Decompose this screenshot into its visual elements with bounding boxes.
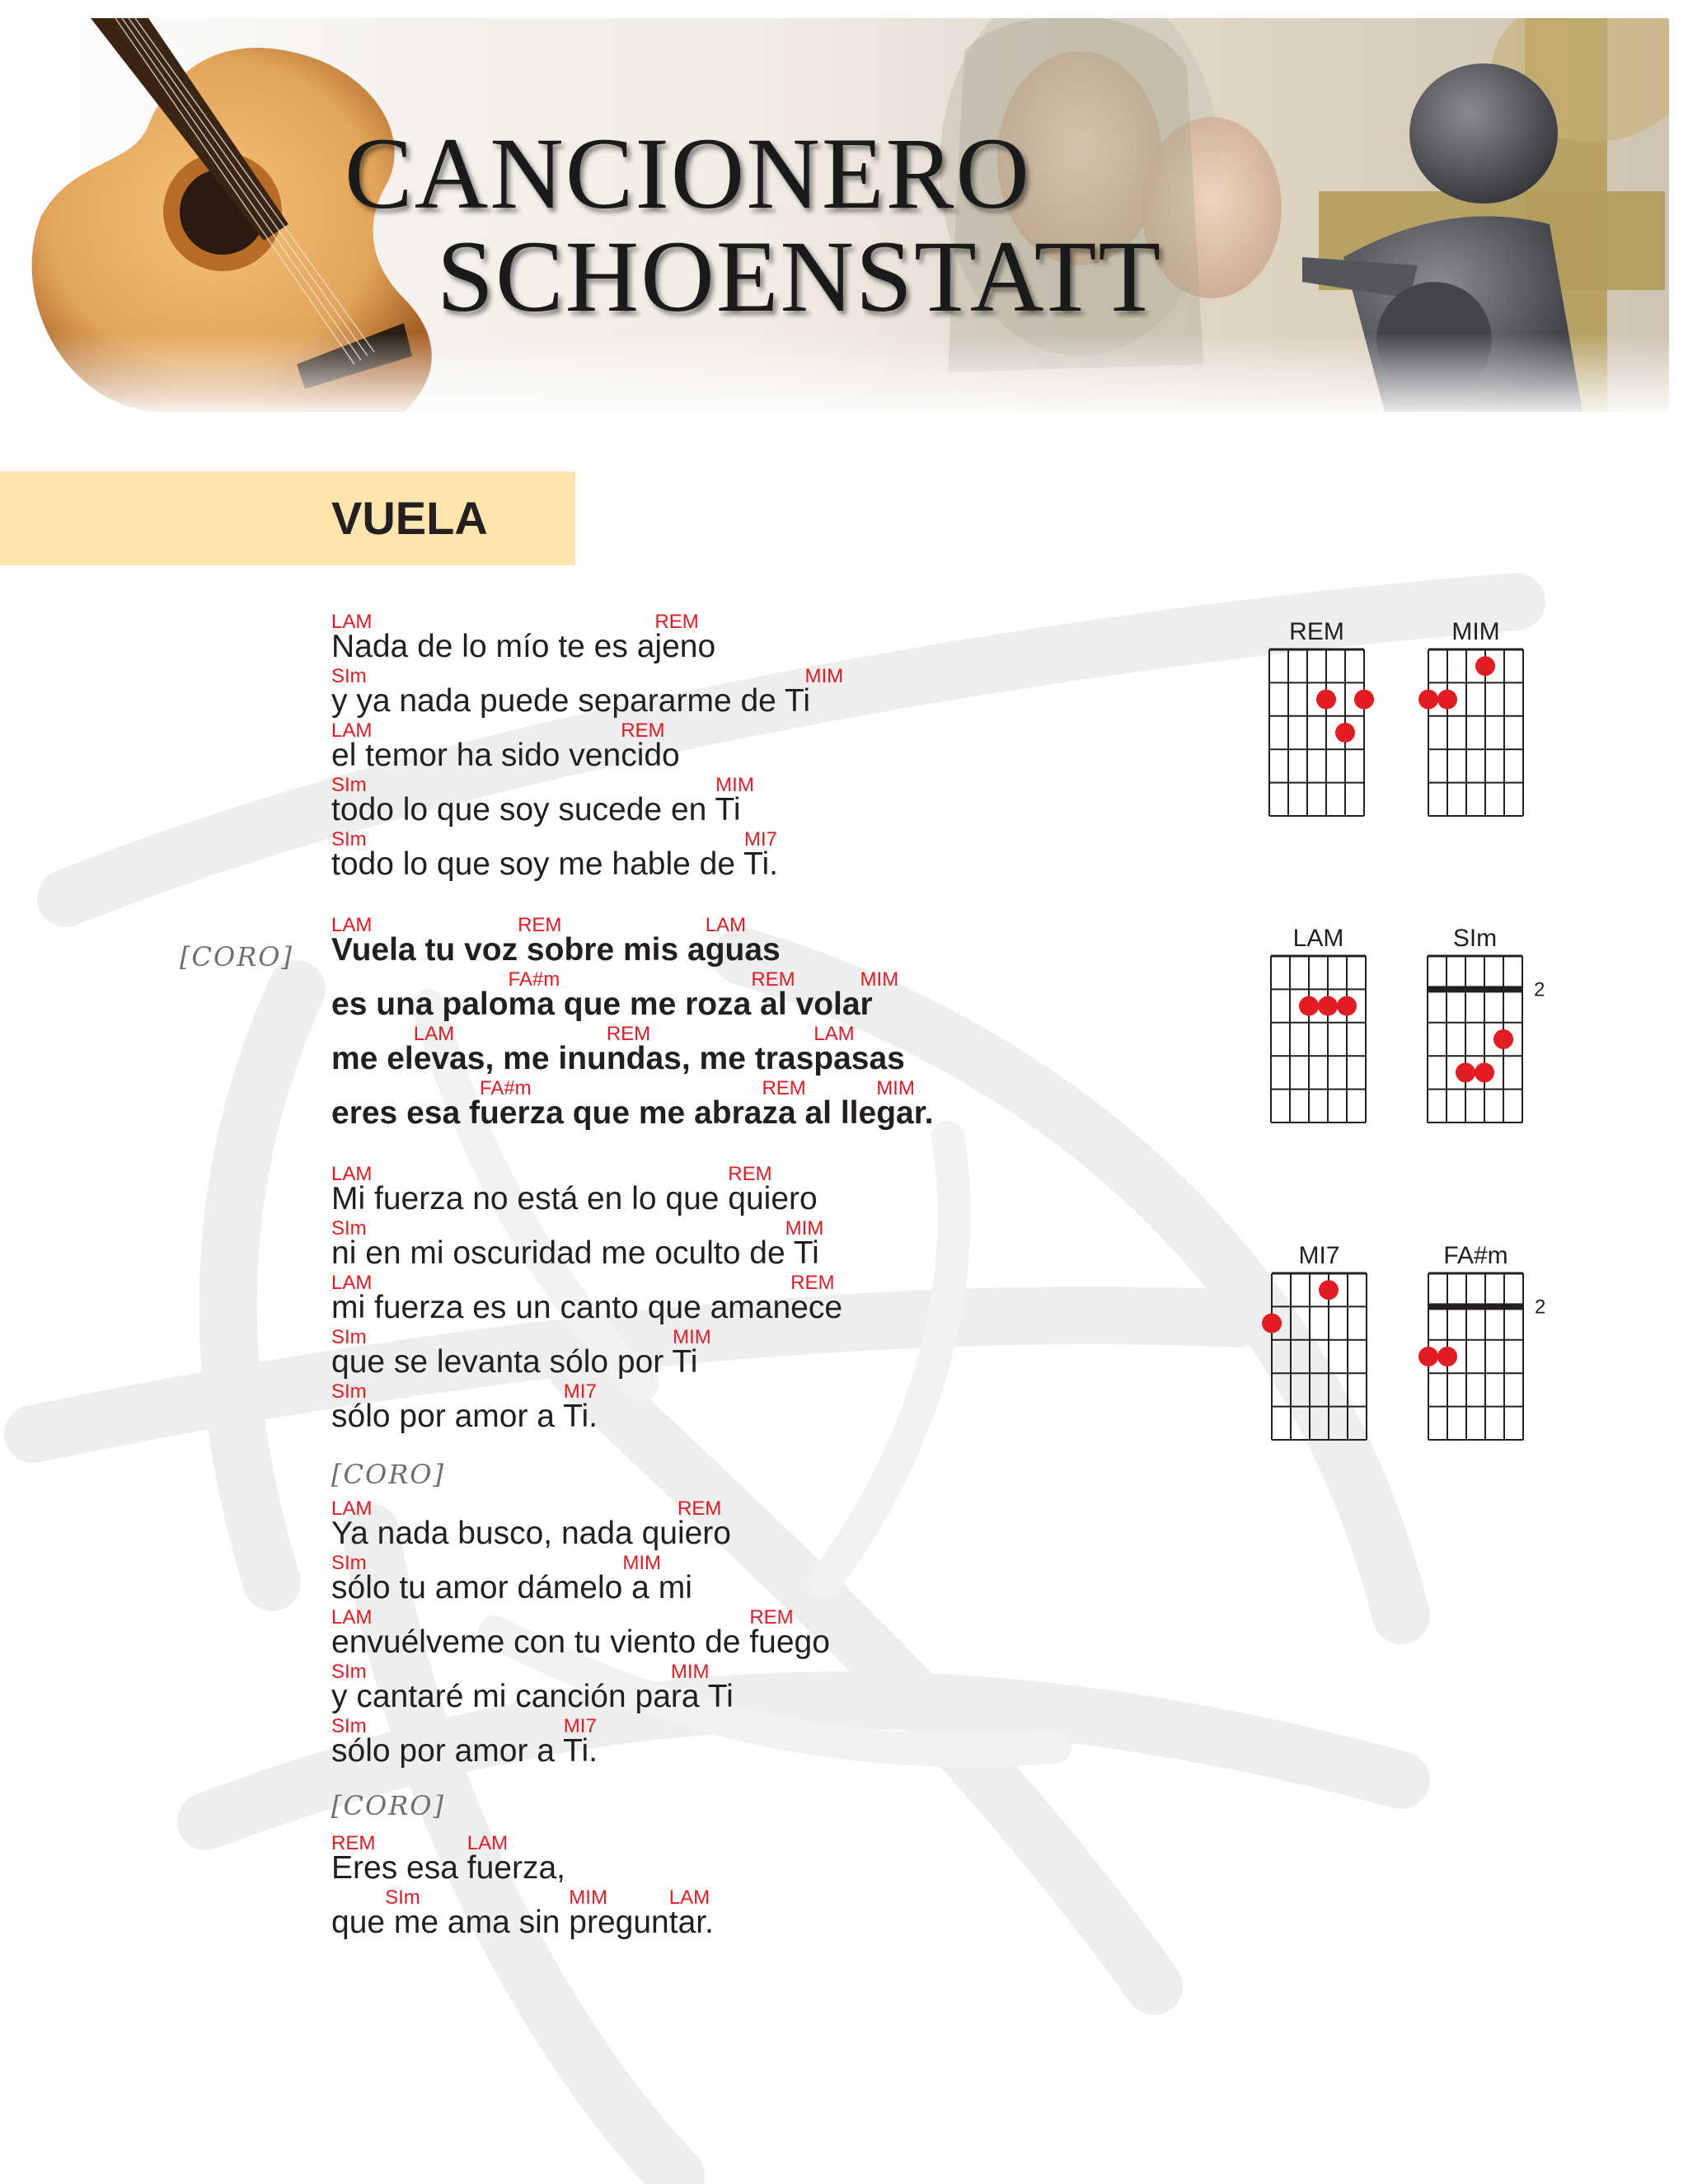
chord-label: SIm bbox=[331, 1552, 367, 1574]
chord-label: SIm bbox=[331, 828, 367, 851]
chord-label: LAM bbox=[814, 1023, 855, 1045]
chord-label: MIM bbox=[876, 1077, 915, 1099]
chord-label: MIM bbox=[670, 1661, 710, 1683]
lyric-text: me elevas, me inundas, me traspasas bbox=[331, 1041, 905, 1076]
chord-label: MIM bbox=[569, 1886, 607, 1909]
chord-label: SIm bbox=[385, 1886, 420, 1909]
chord-label: SIm bbox=[331, 1380, 367, 1403]
chord-label: MI7 bbox=[563, 1380, 597, 1403]
chord-label: REM bbox=[606, 1023, 651, 1045]
lyric-text: sólo por amor a Ti. bbox=[331, 1733, 598, 1769]
coro-repeat-label: [CORO] bbox=[331, 1790, 446, 1821]
chord-label: REM bbox=[621, 719, 665, 742]
chord-label: MIM bbox=[673, 1326, 711, 1348]
chord-label: MI7 bbox=[563, 1715, 597, 1737]
chord-label: LAM bbox=[331, 611, 373, 633]
lyric-text: ni en mi oscuridad me oculto de Ti bbox=[331, 1235, 819, 1271]
chord-label: FA#m bbox=[479, 1077, 532, 1099]
chord-label: SIm bbox=[331, 774, 367, 796]
lyric-text: es una paloma que me roza al volar bbox=[331, 987, 873, 1022]
chord-fret-number: 2 bbox=[1535, 1296, 1546, 1319]
song-title: VUELA bbox=[331, 492, 488, 544]
lyric-text: Nada de lo mío te es ajeno bbox=[331, 629, 716, 664]
lyric-text: el temor ha sido vencido bbox=[331, 738, 680, 773]
lyric-text: Ya nada busco, nada quiero bbox=[331, 1516, 731, 1551]
chord-label: MIM bbox=[804, 665, 844, 687]
chord-label: LAM bbox=[705, 914, 747, 936]
chord-label: LAM bbox=[331, 719, 373, 742]
chord-label: REM bbox=[518, 914, 562, 936]
lyric-text: y cantaré mi canción para Ti bbox=[331, 1679, 734, 1714]
lyric-text: sólo por amor a Ti. bbox=[331, 1399, 598, 1434]
lyric-text: envuélveme con tu viento de fuego bbox=[331, 1624, 830, 1660]
chord-label: LAM bbox=[331, 914, 373, 936]
lyric-text: todo lo que soy sucede en Ti bbox=[331, 792, 741, 827]
chord-fret-number: 2 bbox=[1534, 978, 1545, 1001]
lyric-text: todo lo que soy me hable de Ti. bbox=[331, 846, 779, 882]
chord-diagram-name: MI7 bbox=[1298, 1242, 1340, 1269]
chord-diagram-name: SIm bbox=[1452, 925, 1498, 952]
song-title-bar bbox=[0, 471, 575, 565]
chord-diagram-name: MIM bbox=[1451, 618, 1500, 645]
chord-label: REM bbox=[762, 1077, 806, 1099]
chord-label: LAM bbox=[331, 1163, 373, 1185]
lyric-text: mi fuerza es un canto que amanece bbox=[331, 1290, 843, 1325]
header-banner bbox=[16, 18, 1669, 412]
chord-label: REM bbox=[749, 1606, 794, 1629]
chord-diagram-name: REM bbox=[1289, 618, 1344, 645]
lyric-text: Mi fuerza no está en lo que quiero bbox=[331, 1181, 818, 1216]
lyric-text: que se levanta sólo por Ti bbox=[331, 1344, 698, 1380]
chord-label: REM bbox=[728, 1163, 772, 1185]
coro-section-label: [CORO] bbox=[180, 941, 294, 972]
chord-label: REM bbox=[677, 1497, 722, 1520]
chord-label: MIM bbox=[622, 1552, 661, 1574]
banner-title-cancionero: CANCIONERO bbox=[345, 117, 1031, 230]
chord-label: MIM bbox=[860, 968, 899, 991]
chord-label: REM bbox=[790, 1272, 835, 1294]
chord-label: REM bbox=[654, 611, 699, 633]
chord-label: LAM bbox=[331, 1606, 373, 1629]
chord-label: LAM bbox=[331, 1497, 373, 1520]
chord-diagram-name: FA#m bbox=[1443, 1242, 1508, 1269]
chord-label: MIM bbox=[785, 1217, 824, 1240]
lyric-text: Eres esa fuerza, bbox=[331, 1850, 565, 1886]
chord-label: LAM bbox=[467, 1832, 509, 1854]
chord-label: REM bbox=[751, 968, 795, 991]
chord-label: MIM bbox=[715, 774, 754, 796]
background-emblem-watermark bbox=[0, 544, 1688, 2184]
chord-label: REM bbox=[331, 1832, 376, 1854]
coro-repeat-label: [CORO] bbox=[331, 1459, 446, 1490]
lyric-text: que me ama sin preguntar. bbox=[331, 1905, 714, 1940]
chord-label: LAM bbox=[331, 1272, 373, 1294]
chord-label: FA#m bbox=[508, 968, 560, 991]
chord-label: LAM bbox=[413, 1023, 455, 1045]
banner-title-schoenstatt: SCHOENSTATT bbox=[437, 220, 1163, 333]
chord-label: LAM bbox=[668, 1886, 710, 1909]
lyric-text: Vuela tu voz sobre mis aguas bbox=[331, 932, 781, 968]
chord-label: MI7 bbox=[743, 828, 777, 851]
chord-label: SIm bbox=[331, 1326, 367, 1348]
chord-label: SIm bbox=[331, 1217, 367, 1240]
chord-label: SIm bbox=[331, 1661, 367, 1683]
chord-label: SIm bbox=[331, 1715, 367, 1737]
lyric-text: eres esa fuerza que me abraza al llegar. bbox=[331, 1095, 934, 1131]
lyric-text: y ya nada puede separarme de Ti bbox=[331, 683, 811, 719]
lyric-text: sólo tu amor dámelo a mi bbox=[331, 1570, 692, 1605]
chord-diagram-name: LAM bbox=[1292, 925, 1344, 952]
chord-label: SIm bbox=[331, 665, 367, 687]
